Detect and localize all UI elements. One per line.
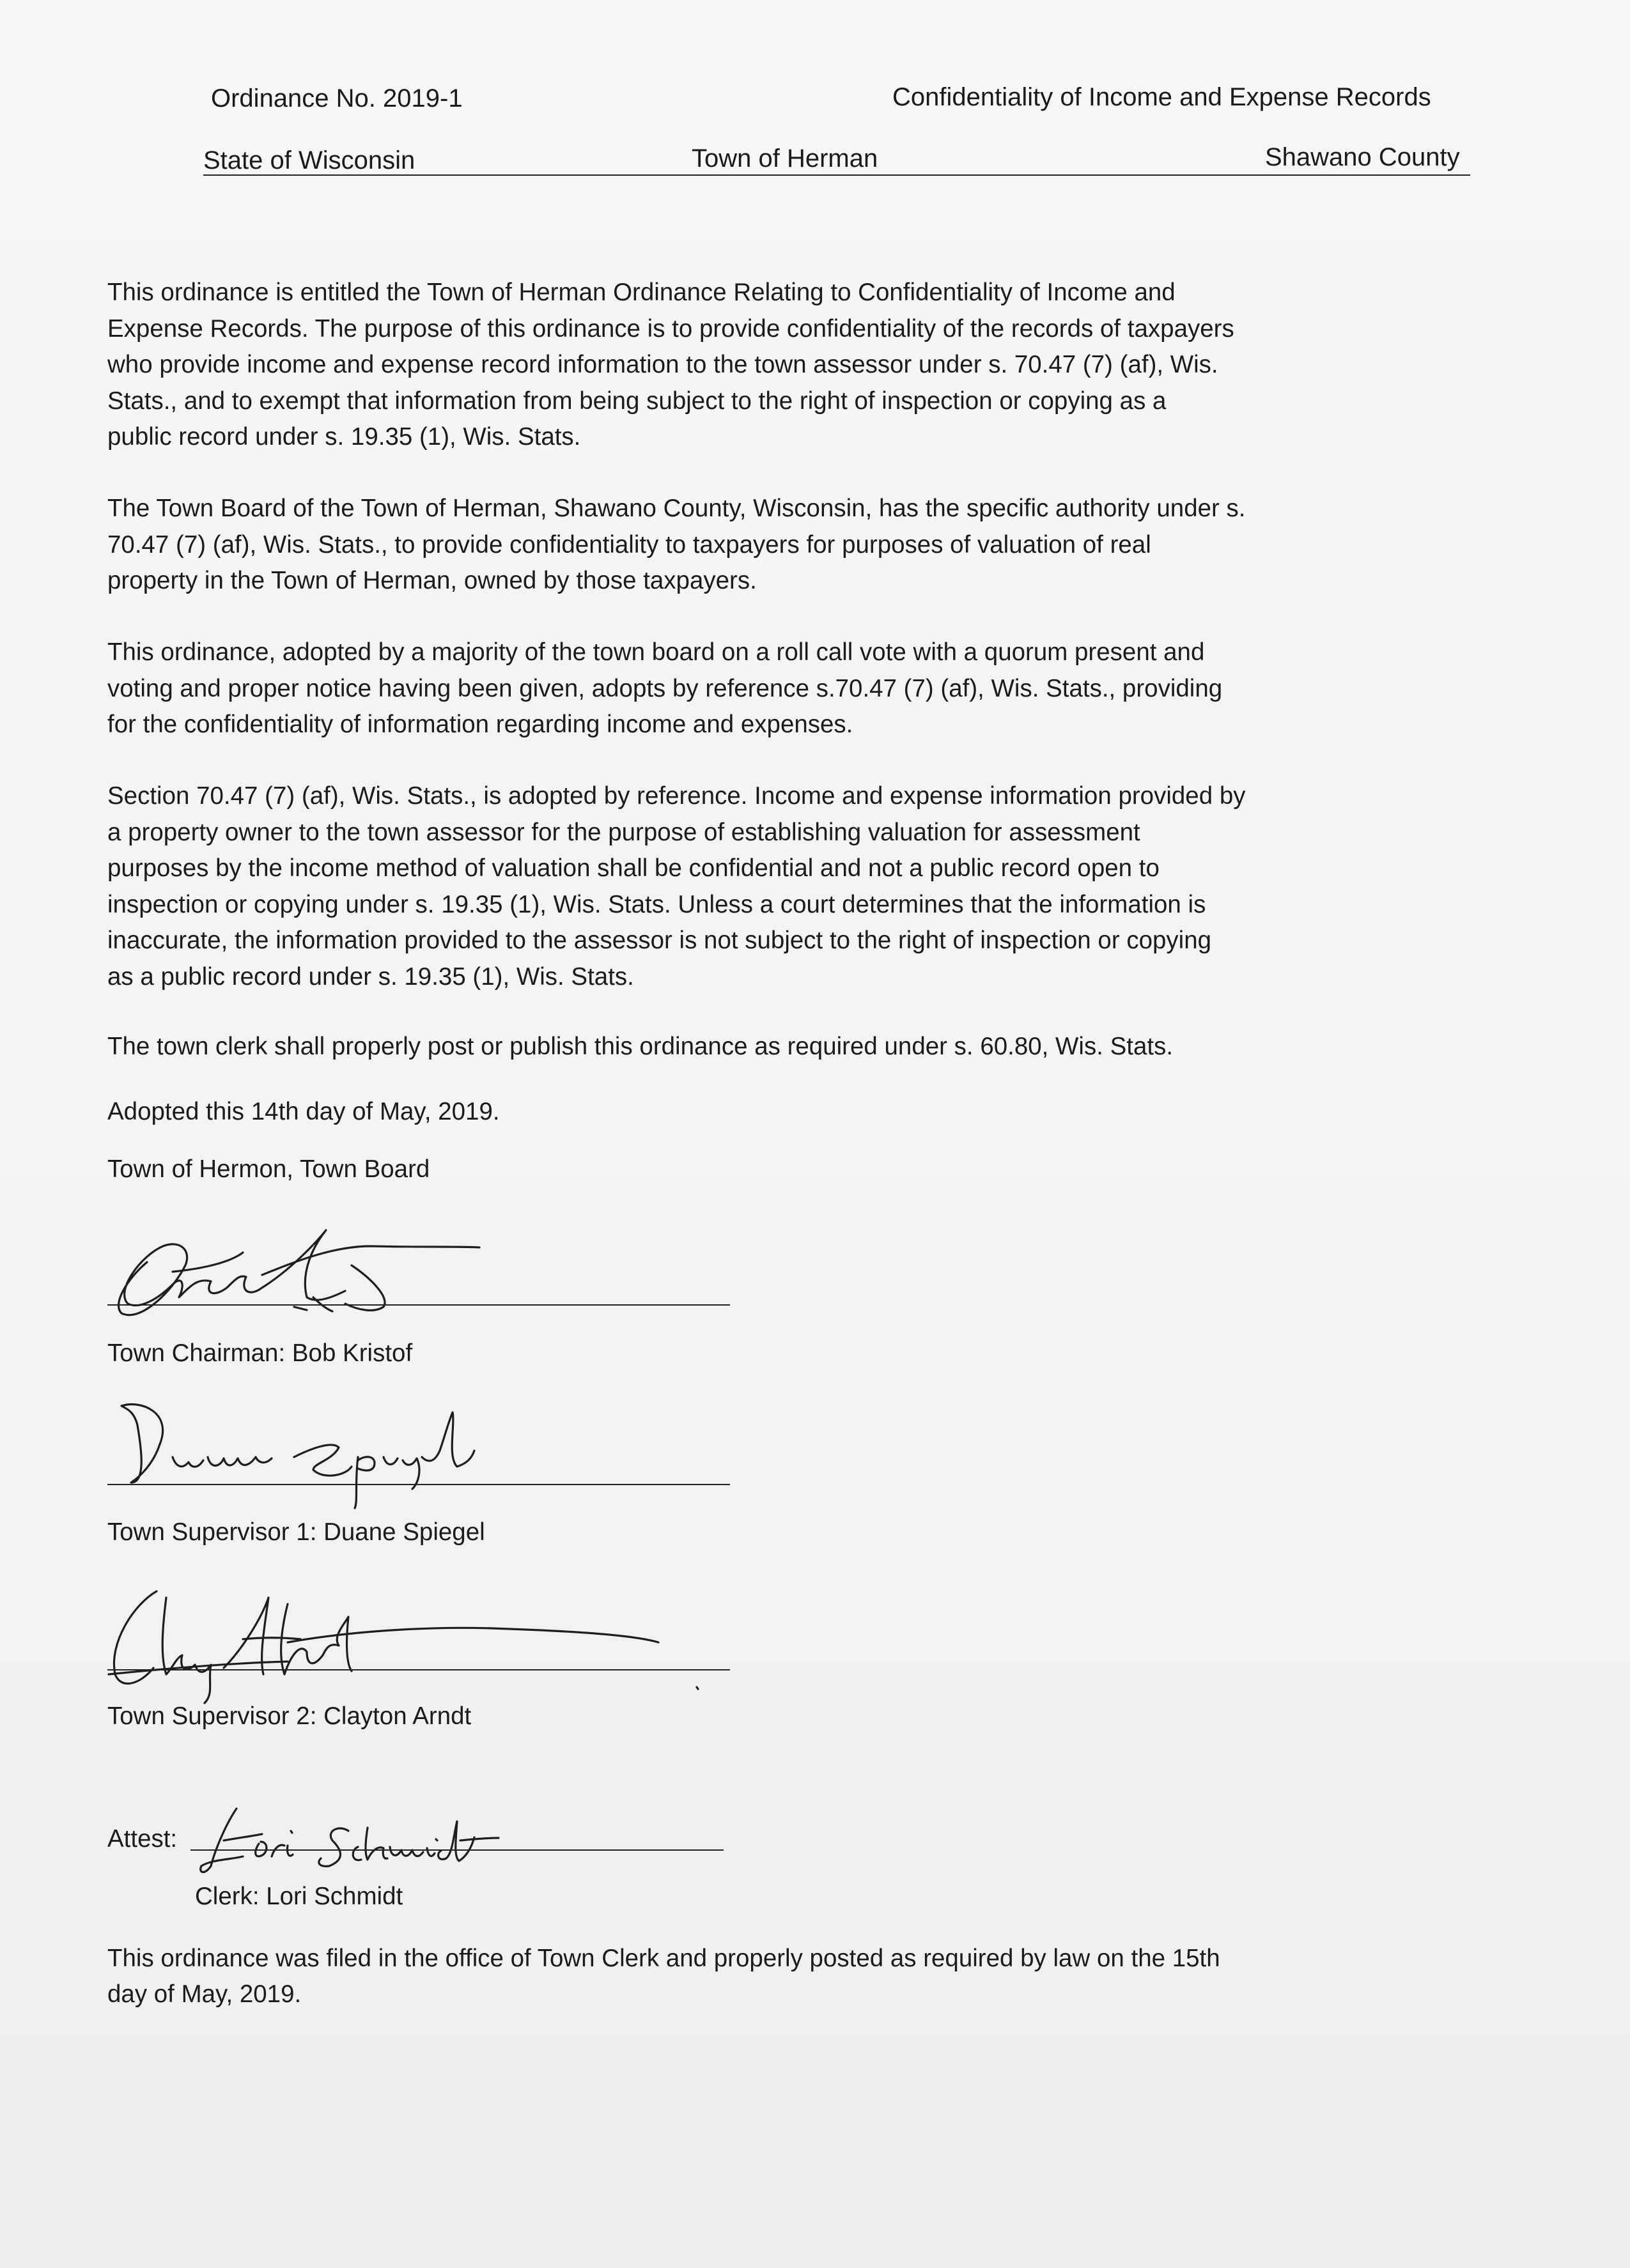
text-line: Stats., and to exempt that information from being subject to the right of inspection or copying as a <box>107 387 1167 415</box>
text-line: a property owner to the town assessor for the purpose of establishing valuation for assessment <box>107 818 1140 846</box>
ordinance-subject: Confidentiality of Income and Expense Records <box>892 83 1431 111</box>
paragraph-purpose <box>107 275 1386 456</box>
text-line: inspection or copying under s. 19.35 (1), Wis. Stats. Unless a court determines that the information is <box>107 890 1206 918</box>
text-line: voting and proper notice having been given, adopts by reference s.70.47 (7) (af), Wis. Stats., providing <box>107 674 1223 702</box>
paragraph-adoption <box>107 635 1386 743</box>
supervisor2-signature <box>96 1578 710 1706</box>
supervisor2-signature-line <box>107 1669 730 1670</box>
chairman-signature <box>102 1201 588 1329</box>
supervisor2-name: Town Supervisor 2: Clayton Arndt <box>107 1702 472 1730</box>
text-line: property in the Town of Herman, owned by those taxpayers. <box>107 567 757 594</box>
paragraph-authority <box>107 491 1386 599</box>
filed-statement-line1: This ordinance was filed in the office of Town Clerk and properly posted as required by law on the 15th <box>107 1945 1220 1972</box>
supervisor1-name: Town Supervisor 1: Duane Spiegel <box>107 1518 485 1546</box>
text-line: who provide income and expense record information to the town assessor under s. 70.47 (7) (af), Wis. <box>107 351 1218 378</box>
clerk-signature <box>185 1796 569 1892</box>
clerk-signature-line <box>190 1849 724 1851</box>
chairman-name: Town Chairman: Bob Kristof <box>107 1339 413 1367</box>
text-line: Expense Records. The purpose of this ordinance is to provide confidentiality of the records of taxpayers <box>107 314 1234 343</box>
chairman-signature-line <box>107 1304 730 1306</box>
supervisor1-signature-line <box>107 1484 730 1485</box>
paragraph-posting: The town clerk shall properly post or publish this ordinance as required under s. 60.80, Wis. Stats. <box>107 1033 1174 1060</box>
ordinance-number: Ordinance No. 2019-1 <box>211 84 463 112</box>
text-line: for the confidentiality of information regarding income and expenses. <box>107 711 853 738</box>
board-label: Town of Hermon, Town Board <box>107 1155 430 1183</box>
state-name: State of Wisconsin <box>203 146 415 174</box>
text-line: inaccurate, the information provided to the assessor is not subject to the right of inspection or copying <box>107 927 1212 954</box>
text-line: Section 70.47 (7) (af), Wis. Stats., is adopted by reference. Income and expense information provided by <box>107 782 1246 810</box>
text-line: This ordinance is entitled the Town of Herman Ordinance Relating to Confidentiality of Income and <box>107 279 1176 306</box>
county-name: Shawano County <box>1265 143 1460 171</box>
text-line: public record under s. 19.35 (1), Wis. Stats. <box>107 423 581 451</box>
town-name: Town of Herman <box>692 144 878 173</box>
paragraph-section <box>107 778 1386 995</box>
text-line: as a public record under s. 19.35 (1), Wis. Stats. <box>107 962 634 991</box>
text-line: purposes by the income method of valuation shall be confidential and not a public record open to <box>107 854 1160 882</box>
adopted-date: Adopted this 14th day of May, 2019. <box>107 1098 500 1125</box>
header-rule <box>203 174 1470 176</box>
supervisor1-signature <box>102 1387 563 1508</box>
attest-label: Attest: <box>107 1825 178 1853</box>
text-line: 70.47 (7) (af), Wis. Stats., to provide confidentiality to taxpayers for purposes of valuation of real <box>107 530 1151 559</box>
clerk-name: Clerk: Lori Schmidt <box>195 1883 403 1910</box>
filed-statement-line2: day of May, 2019. <box>107 1980 302 2008</box>
text-line: The Town Board of the Town of Herman, Shawano County, Wisconsin, has the specific authority under s. <box>107 495 1246 522</box>
text-line: This ordinance, adopted by a majority of the town board on a roll call vote with a quorum present and <box>107 638 1205 666</box>
